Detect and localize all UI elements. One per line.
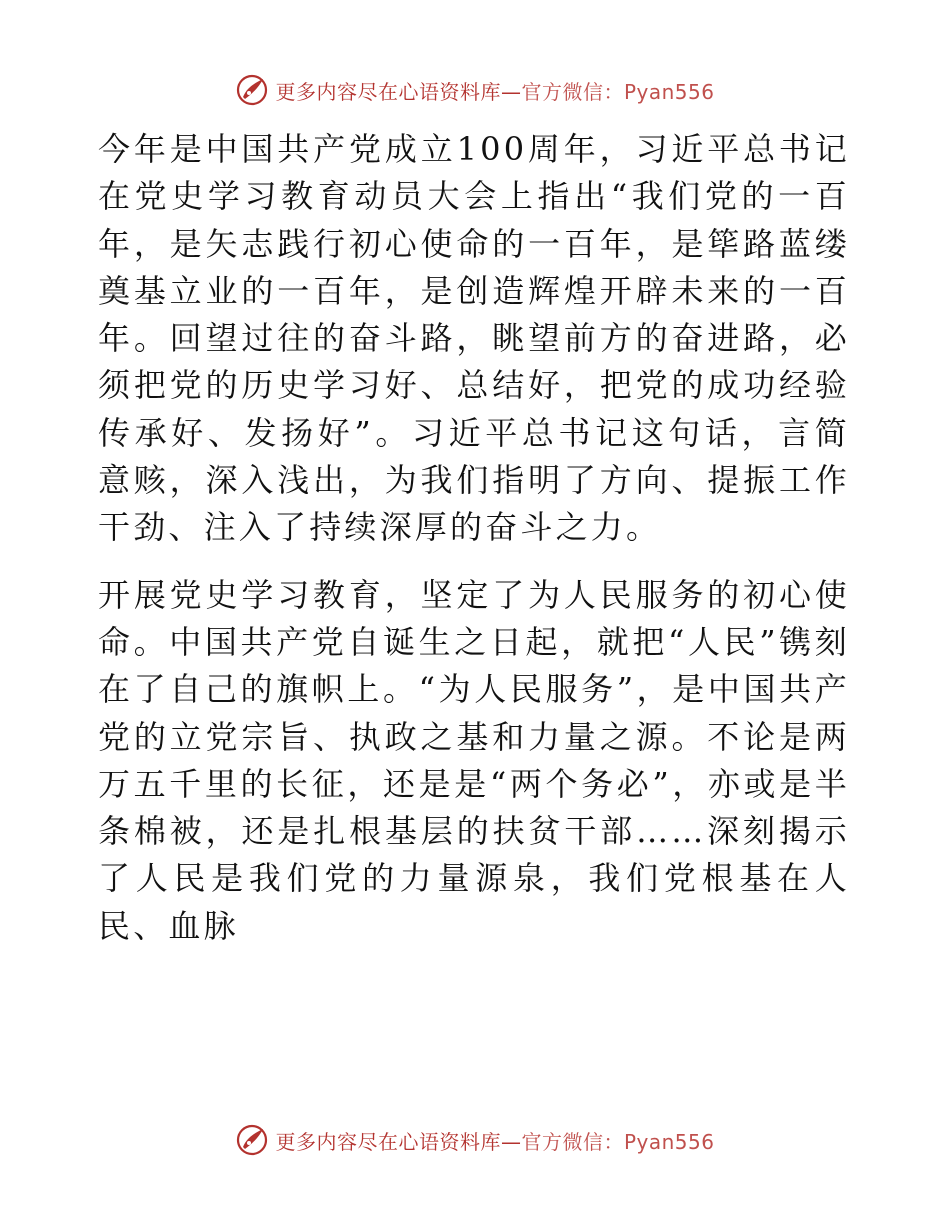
header-source-text <box>275 76 714 105</box>
footer-banner <box>0 1120 950 1160</box>
header-source-label: 更多内容尽在心语资料库 <box>275 79 501 104</box>
footer-source-text <box>275 1126 714 1155</box>
footer-wechat-label: 官方微信：Pyan556 <box>521 1129 715 1154</box>
header-dash: — <box>500 79 522 104</box>
pen-nib-logo-icon <box>235 1123 269 1157</box>
paragraph-1: 今年是中国共产党成立100周年，习近平总书记在党史学习教育动员大会上指出“我们党的一百年，是矢志践行初心使命的一百年，是筚路蓝缕奠基立业的一百年，是创造辉煌开辟未来的一百年。回望过往的奋斗路，眺望前方的奋进路，必须把党的历史学习好、总结好，把党的成功经验传承好、发扬好”。习近平总书记这句话，言简意赅，深入浅出，为我们指明了方向、提振工作干劲、注入了持续深厚的奋斗之力。 <box>98 130 850 547</box>
header-banner <box>0 70 950 110</box>
document-body <box>98 126 850 950</box>
footer-source-label: 更多内容尽在心语资料库 <box>275 1129 501 1154</box>
footer-dash: — <box>500 1129 522 1154</box>
paragraph-2: 开展党史学习教育，坚定了为人民服务的初心使命。中国共产党自诞生之日起，就把“人民”镌刻在了自己的旗帜上。“为人民服务”，是中国共产党的立党宗旨、执政之基和力量之源。不论是两万五千里的长征，还是是“两个务必”，亦或是半条棉被，还是扎根基层的扶贫干部……深刻揭示了人民是我们党的力量源泉，我们党根基在人民、血脉 <box>98 575 850 945</box>
header-wechat-label: 官方微信：Pyan556 <box>521 79 715 104</box>
pen-nib-logo-icon <box>235 73 269 107</box>
